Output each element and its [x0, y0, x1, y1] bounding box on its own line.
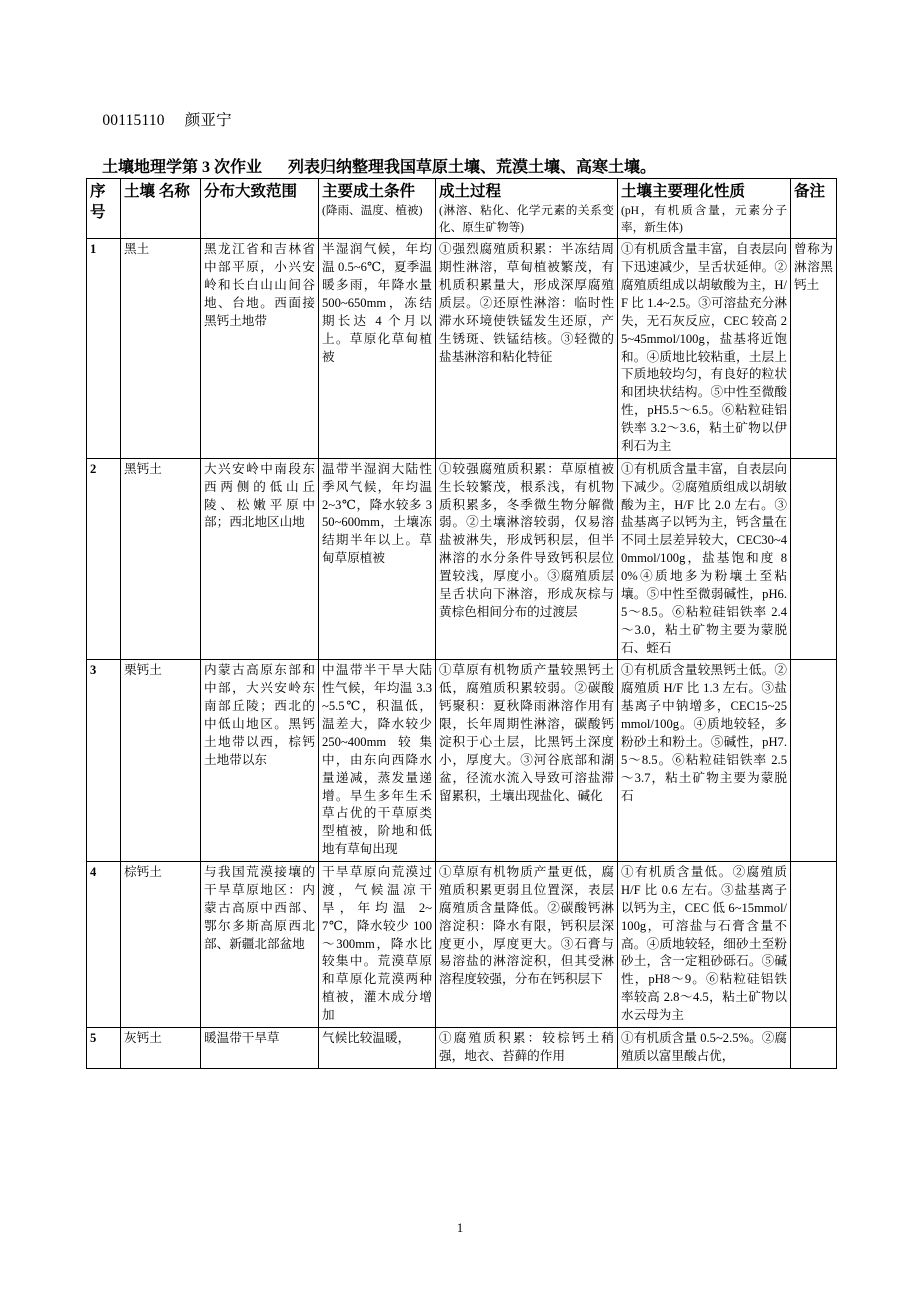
table-row [87, 1027, 837, 1068]
col-header-process-main: 成土过程 [439, 183, 502, 200]
table-header-row [87, 179, 837, 239]
cell-note: 曾称为淋溶黑钙土 [791, 239, 837, 459]
cell-note [791, 458, 837, 660]
cell-index: 2 [87, 458, 121, 660]
cell-note [791, 862, 837, 1028]
assignment-subtitle: 列表归纳整理我国草原土壤、荒漠土壤、高寒土壤。 [288, 159, 657, 176]
cell-soil-name: 栗钙土 [121, 660, 201, 862]
col-header-note [791, 179, 837, 239]
cell-process: ①草原有机物质产量更低，腐殖质积累更弱且位置深，表层腐殖质含量降低。②碳酸钙淋溶淀积：降水有限，钙积层深度更小，厚度更大。③石膏与易溶盐的淋溶淀积，但其受淋溶程度较强，分布在钙积层下 [436, 862, 618, 1028]
cell-properties: ①有机质含量 0.5~2.5%。②腐殖质以富里酸占优， [618, 1027, 791, 1068]
col-header-soil-name [121, 179, 201, 239]
cell-index: 5 [87, 1027, 121, 1068]
cell-process: ①草原有机物质产量较黑钙土低，腐殖质积累较弱。②碳酸钙聚积：夏秋降雨淋溶作用有限，长年周期性淋溶，碳酸钙淀积于心土层，比黑钙土深度小，厚度大。③河谷底部和湖盆，径流水流入导致可溶盐滞留累积，土壤出现盐化、碱化 [436, 660, 618, 862]
col-header-conditions-main: 主要成土条件 [322, 183, 416, 200]
cell-process: ①强烈腐殖质积累：半冻结周期性淋溶，草甸植被繁茂，有机质积累量大，形成深厚腐殖质层。②还原性淋溶：临时性滞水环境使铁锰发生还原，产生锈斑、铁锰结核。③轻微的盐基淋溶和粘化特征 [436, 239, 618, 459]
cell-distribution: 与我国荒漠接壤的干旱草原地区：内蒙古高原中西部、鄂尔多斯高原西北部、新疆北部盆地 [201, 862, 319, 1028]
cell-properties: ①有机质含量丰富，自表层向下迅速减少，呈舌状延伸。②腐殖质组成以胡敏酸为主，H/F 比 1.4~2.5。③可溶盐充分淋失，无石灰反应，CEC 较高 25~45mmol/100g，盐基将近饱和。④质地比较粘重，土层上下质地较均匀，有良好的粒状和团块状结构。⑤中性至微酸性，pH5.5～6.5。⑥粘粒硅铝铁率 3.2～3.6，粘土矿物以伊利石为主 [618, 239, 791, 459]
cell-conditions: 半湿润气候，年均温 0.5~6℃，夏季温暖多雨，年降水量 500~650mm，冻结期长达 4 个月以上。草原化草甸植被 [319, 239, 436, 459]
cell-conditions: 干旱草原向荒漠过渡，气候温凉干旱，年均温 2~7℃，降水较少 100～300mm，降水比较集中。荒漠草原和草原化荒漠两种植被，灌木成分增加 [319, 862, 436, 1028]
soil-comparison-table [86, 178, 837, 1069]
cell-index: 3 [87, 660, 121, 862]
col-header-index-main: 序 号 [90, 183, 106, 222]
cell-distribution: 黑龙江省和吉林省中部平原，小兴安岭和长白山山间谷地、台地。西面接黑钙土地带 [201, 239, 319, 459]
table-row [87, 239, 837, 459]
cell-process: ①腐殖质积累：较棕钙土稍强，地衣、苔藓的作用 [436, 1027, 618, 1068]
col-header-index [87, 179, 121, 239]
cell-distribution: 大兴安岭中南段东西两侧的低山丘陵、松嫩平原中部；西北地区山地 [201, 458, 319, 660]
col-header-conditions-sub: (降雨、温度、植被) [322, 204, 423, 218]
student-name: 颜亚宁 [184, 112, 232, 129]
cell-distribution: 暖温带干旱草 [201, 1027, 319, 1068]
cell-note [791, 660, 837, 862]
cell-soil-name: 黑钙土 [121, 458, 201, 660]
col-header-distribution-main: 分布大致范围 [204, 183, 298, 200]
table-row [87, 660, 837, 862]
cell-conditions: 中温带半干旱大陆性气候，年均温 3.3~5.5℃，积温低，温差大，降水较少 250~400mm 较集中，由东向西降水量递减，蒸发量递增。旱生多年生禾草占优的干草原类型植被，阶地和低地有草甸出现 [319, 660, 436, 862]
cell-properties: ①有机质含量丰富，自表层向下减少。②腐殖质组成以胡敏酸为主，H/F 比 2.0 左右。③盐基离子以钙为主，钙含量在不同土层差异较大，CEC30~40mmol/100g，盐基饱和度 80%④质地多为粉壤土至粘壤。⑤中性至微弱碱性，pH6.5～8.5。⑥粘粒硅铝铁率 2.4～3.0，粘土矿物主要为蒙脱石、蛭石 [618, 458, 791, 660]
cell-conditions: 气候比较温暖， [319, 1027, 436, 1068]
cell-soil-name: 灰钙土 [121, 1027, 201, 1068]
cell-note [791, 1027, 837, 1068]
col-header-conditions [319, 179, 436, 239]
cell-index: 4 [87, 862, 121, 1028]
cell-index: 1 [87, 239, 121, 459]
col-header-distribution [201, 179, 319, 239]
table-body [87, 239, 837, 1068]
cell-soil-name: 棕钙土 [121, 862, 201, 1028]
col-header-properties [618, 179, 791, 239]
col-header-properties-main: 土壤主要理化性质 [621, 183, 746, 200]
table-row [87, 458, 837, 660]
table-row [87, 862, 837, 1028]
cell-distribution: 内蒙古高原东部和中部，大兴安岭东南部丘陵；西北的中低山地区。黑钙土地带以西，棕钙土地带以东 [201, 660, 319, 862]
cell-soil-name: 黑土 [121, 239, 201, 459]
col-header-process-sub: (淋溶、粘化、化学元素的关系变化、原生矿物等) [439, 204, 614, 234]
cell-conditions: 温带半湿润大陆性季风气候，年均温 2~3℃，降水较多 350~600mm，土壤冻结期半年以上。草甸草原植被 [319, 458, 436, 660]
col-header-properties-sub: (pH，有机质含量，元素分子率，新生体) [621, 204, 787, 234]
table-header [87, 179, 837, 239]
col-header-soil-name-main: 土壤 名称 [124, 183, 190, 200]
page-number: 1 [456, 1221, 464, 1235]
cell-properties: ①有机质含量较黑钙土低。②腐殖质 H/F 比 1.3 左右。③盐基离子中钠增多，CEC15~25mmol/100g。④质地较轻，多粉砂土和粉土。⑤碱性，pH7.5～8.5。⑥粘粒硅铝铁率 2.5～3.7，粘土矿物主要为蒙脱石 [618, 660, 791, 862]
assignment-title: 土壤地理学第 3 次作业 [102, 159, 263, 176]
col-header-process [436, 179, 618, 239]
cell-properties: ①有机质含量低。②腐殖质 H/F 比 0.6 左右。③盐基离子以钙为主，CEC 低 6~15mmol/100g，可溶盐与石膏含量不高。④质地较轻，细砂土至粉砂土，含一定粗砂砾石。⑤碱性，pH8～9。⑥粘粒硅铝铁率较高 2.8～4.5，粘土矿物以水云母为主 [618, 862, 791, 1028]
col-header-note-main: 备注 [794, 183, 826, 200]
student-id: 00115110 [102, 112, 165, 129]
cell-process: ①较强腐殖质积累：草原植被生长较繁茂，根系浅，有机物质积累多，冬季微生物分解微弱。②土壤淋溶较弱，仅易溶盐被淋失，形成钙积层，但半淋溶的水分条件导致钙积层位置较浅，厚度小。③腐殖质层呈舌状向下淋溶，形成灰棕与黄棕色相间分布的过渡层 [436, 458, 618, 660]
